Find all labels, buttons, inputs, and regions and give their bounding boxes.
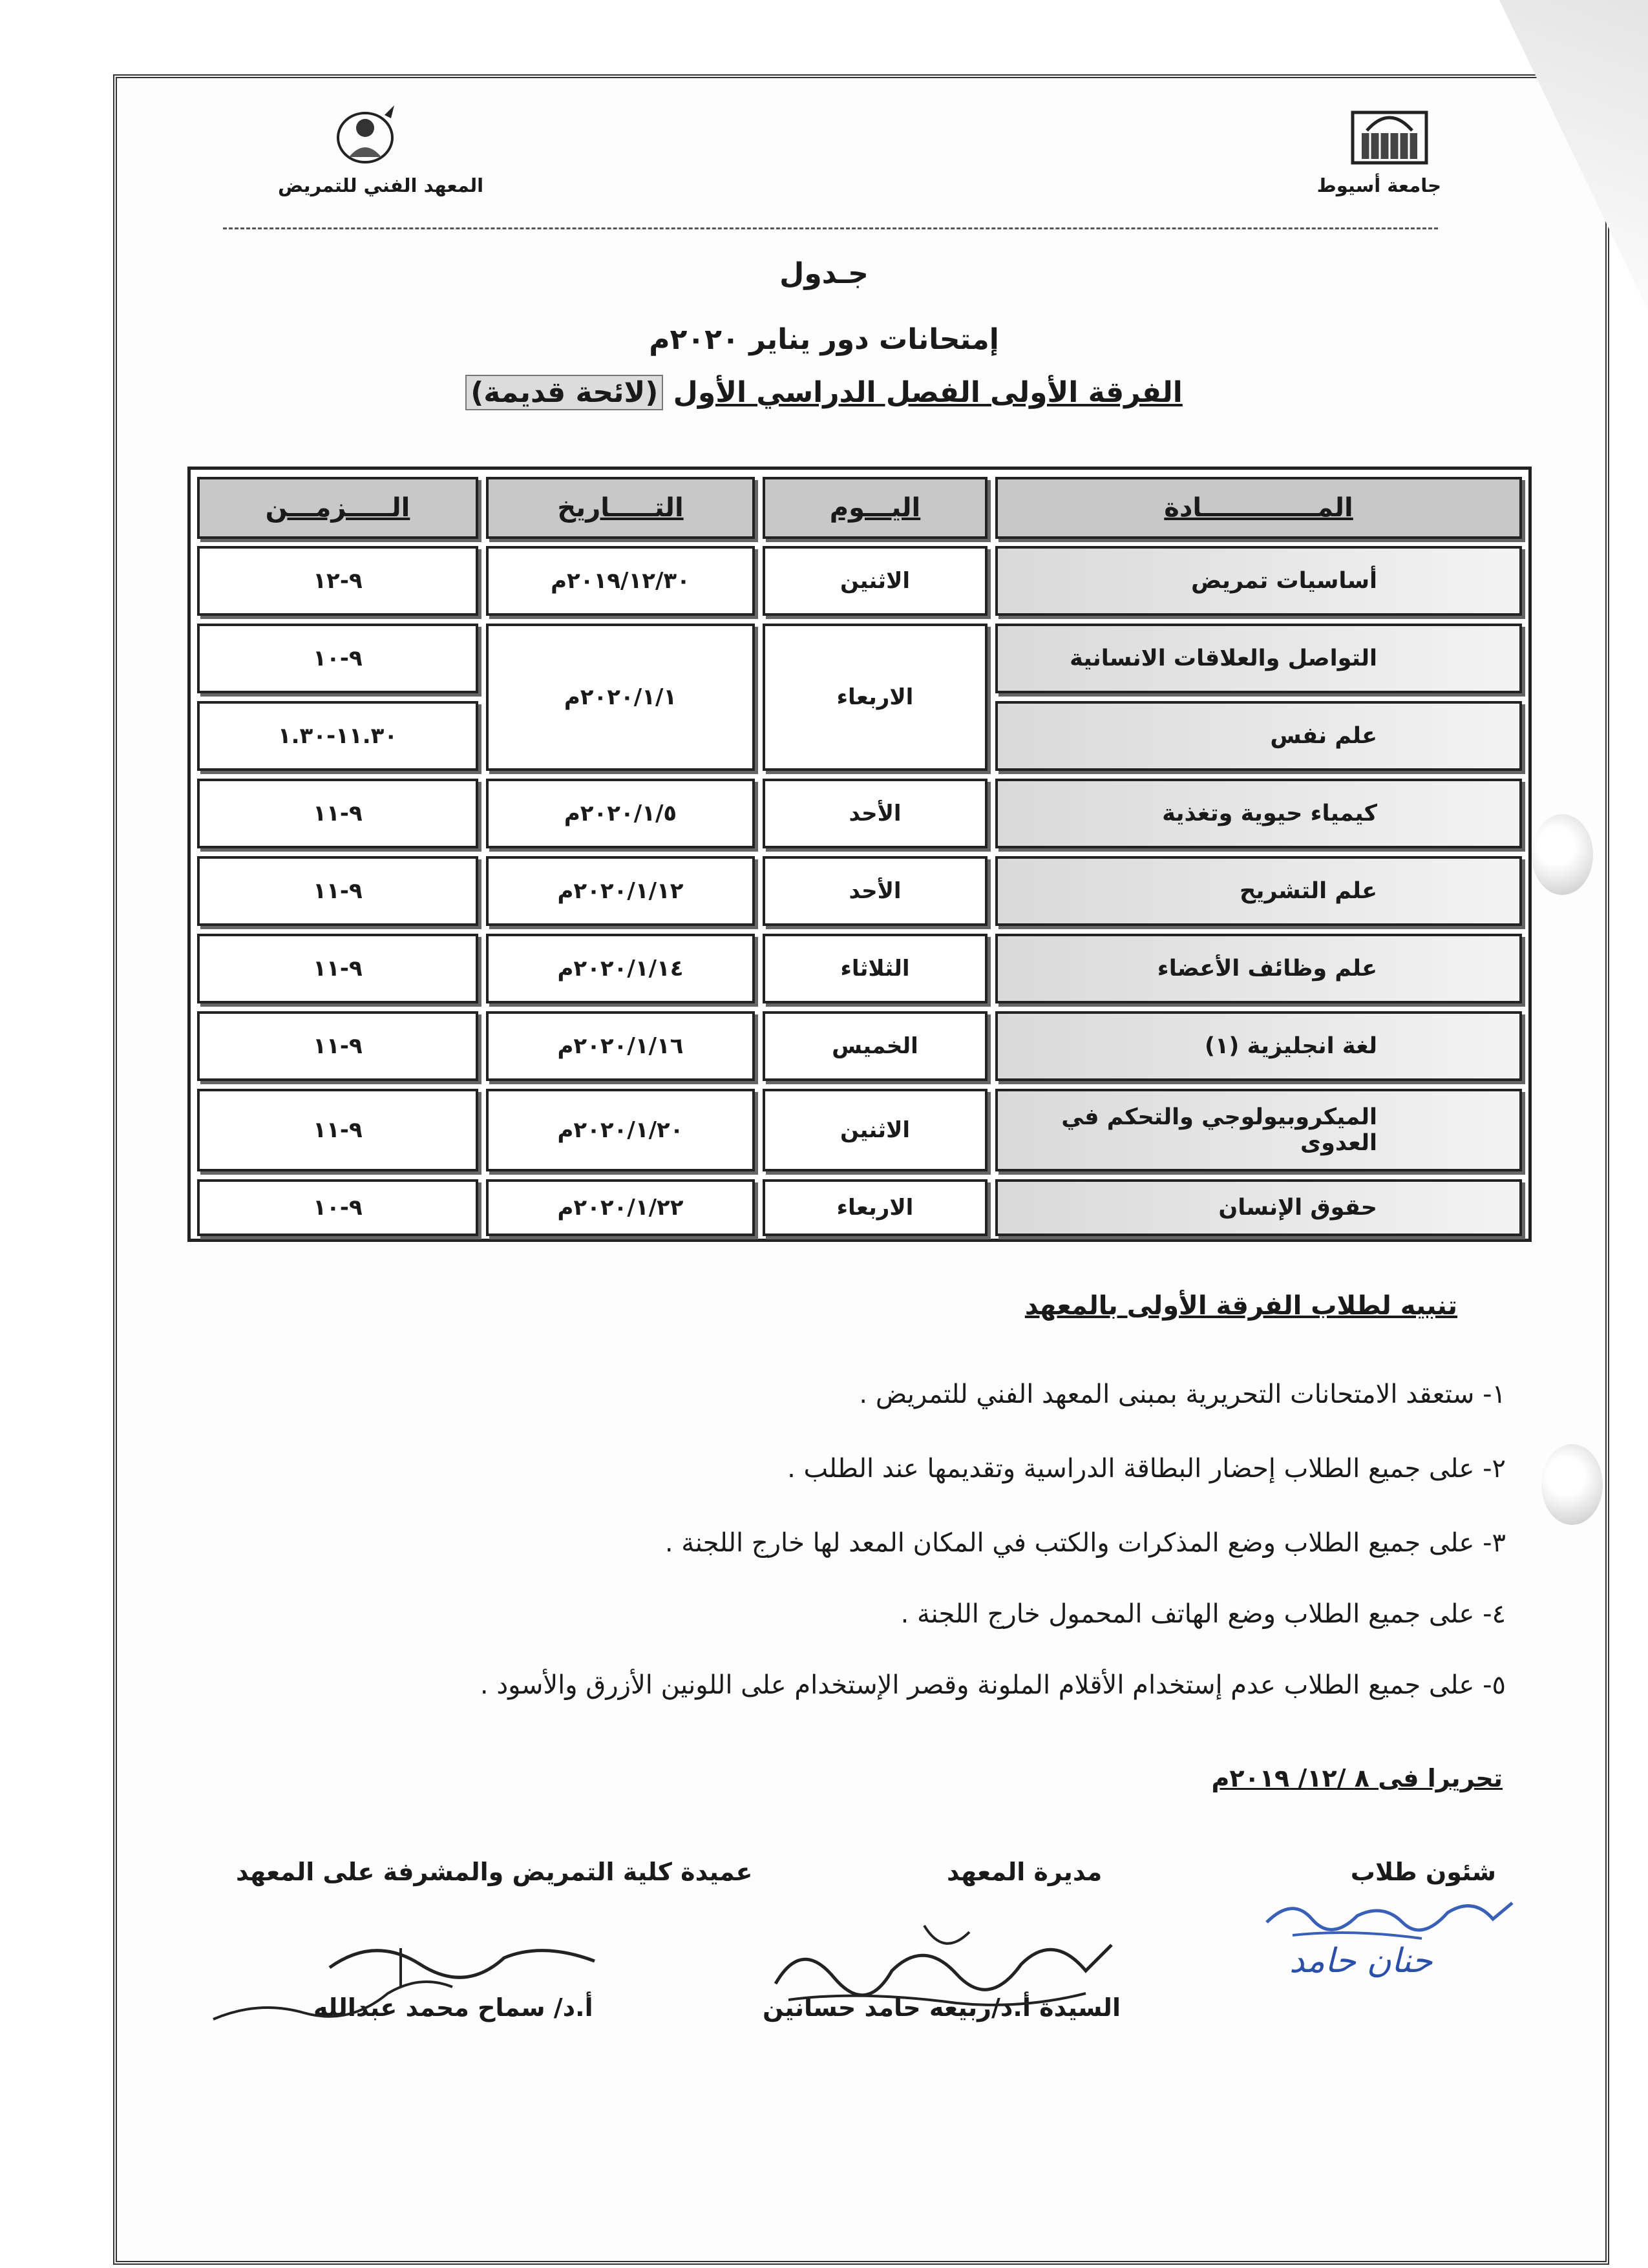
note-item: ٣- على جميع الطلاب وضع المذكرات والكتب في المكان المعد لها خارج اللجنة .: [664, 1528, 1506, 1558]
table-row-time: ٩-١١: [197, 856, 478, 926]
table-row-time: ٩-١٠: [197, 1179, 478, 1236]
table-row-time: ١١.٣٠-١.٣٠: [197, 701, 478, 771]
table-row-subject: لغة انجليزية (١): [995, 1011, 1522, 1081]
table-row-date: ٢٠٢٠/١/١٤م: [486, 934, 755, 1003]
table-row-time: ٩-١١: [197, 779, 478, 848]
class-semester-text: الفرقة الأولى الفصل الدراسي الأول: [673, 376, 1183, 409]
student-affairs-signer-name: حنان حامد: [1289, 1942, 1433, 1980]
document-title: جـدول: [779, 257, 869, 290]
table-row-time: ٩-١١: [197, 934, 478, 1003]
table-row-date: ٢٠٢٠/١/٥م: [486, 779, 755, 848]
class-semester-title: [0, 376, 1648, 409]
right-institution-name: جامعة أسيوط: [1316, 174, 1441, 196]
director-name: السيدة أ.د/ربيعه حامد حسانين: [763, 1993, 1121, 2022]
header-date: التـــــاريخ: [486, 477, 755, 539]
table-row-date: ٢٠٢٠/١/١٦م: [486, 1011, 755, 1081]
note-item: ١- ستعقد الامتحانات التحريرية بمبنى المعهد الفني للتمريض .: [859, 1380, 1506, 1409]
table-row-day: الاثنين: [763, 1089, 988, 1171]
issue-date: تحريرا فى ٨ /١٢/ ٢٠١٩م: [1211, 1764, 1503, 1792]
student-affairs-signature-icon: [1254, 1884, 1525, 1955]
signature-title-institute-director: مديرة المعهد: [947, 1858, 1103, 1886]
table-row-time: ٩-١١: [197, 1011, 478, 1081]
table-row-subject: علم التشريح: [995, 856, 1522, 926]
table-row-subject: التواصل والعلاقات الانسانية: [995, 624, 1522, 693]
table-row-date: ٢٠٢٠/١/٢٢م: [486, 1179, 755, 1236]
header-divider: [223, 227, 1438, 229]
header-day: اليـــوم: [763, 477, 988, 539]
table-row-date: ٢٠١٩/١٢/٣٠م: [486, 546, 755, 616]
left-institution-name: المعهد الفني للتمريض: [278, 174, 484, 196]
nursing-institute-logo-icon: [330, 102, 401, 167]
dean-signature-icon: [207, 1922, 620, 2026]
table-row-time: ٩-١٠: [197, 624, 478, 693]
signature-title-student-affairs: شئون طلاب: [1350, 1858, 1496, 1886]
table-row-date: ٢٠٢٠/١/١م: [486, 624, 755, 771]
table-row-day: الاربعاء: [763, 1179, 988, 1236]
table-row-day: الأحد: [763, 856, 988, 926]
table-row-subject: علم وظائف الأعضاء: [995, 934, 1522, 1003]
table-row-day: الخميس: [763, 1011, 988, 1081]
director-signature-icon: [763, 1913, 1125, 2016]
table-row-subject: الميكروبيولوجي والتحكم في العدوى: [995, 1089, 1522, 1171]
table-row-day: الأحد: [763, 779, 988, 848]
table-row-subject: أساسيات تمريض: [995, 546, 1522, 616]
table-row-day: الاربعاء: [763, 624, 988, 771]
table-row-time: ٩-١٢: [197, 546, 478, 616]
header-subject: المـــــــــــــادة: [995, 477, 1522, 539]
table-row-subject: كيمياء حيوية وتغذية: [995, 779, 1522, 848]
dean-name: أ.د/ سماح محمد عبدالله: [313, 1993, 593, 2022]
table-row-day: الثلاثاء: [763, 934, 988, 1003]
note-item: ٢- على جميع الطلاب إحضار البطاقة الدراسية وتقديمها عند الطلب .: [787, 1454, 1506, 1484]
table-row-day: الاثنين: [763, 546, 988, 616]
exam-session-title: إمتحانات دور يناير ٢٠٢٠م: [649, 323, 999, 356]
regulation-tag: (لائحة قديمة): [465, 375, 663, 410]
punch-hole-upper: [1532, 814, 1593, 895]
punch-hole-lower: [1541, 1444, 1603, 1525]
note-item: ٥- على جميع الطلاب عدم إستخدام الأقلام الملونة وقصر الإستخدام على اللونين الأزرق والأسود .: [480, 1670, 1506, 1700]
assiut-university-logo-icon: [1347, 105, 1431, 163]
table-row-date: ٢٠٢٠/١/٢٠م: [486, 1089, 755, 1171]
table-row-date: ٢٠٢٠/١/١٢م: [486, 856, 755, 926]
table-row-subject: حقوق الإنسان: [995, 1179, 1522, 1236]
note-item: ٤- على جميع الطلاب وضع الهاتف المحمول خارج اللجنة .: [900, 1599, 1506, 1629]
header-time: الـــــزمـــن: [197, 477, 478, 539]
table-row-subject: علم نفس: [995, 701, 1522, 771]
table-row-time: ٩-١١: [197, 1089, 478, 1171]
signature-title-dean: عميدة كلية التمريض والمشرفة على المعهد: [236, 1858, 753, 1886]
notes-heading: تنبيه لطلاب الفرقة الأولى بالمعهد: [1024, 1291, 1457, 1321]
